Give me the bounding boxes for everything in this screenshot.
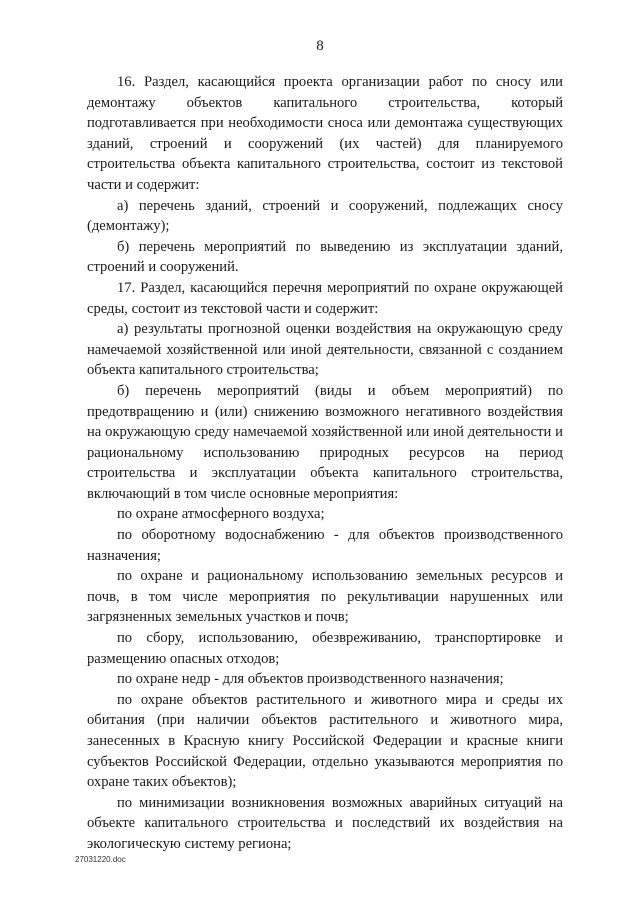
list-item-land: по охране и рациональному использованию земельных ресурсов и почв, в том числе мероприятия по рекультивации нарушенных или загрязненных земельных участков и почв; xyxy=(87,568,563,626)
paragraph-17-a: а) результаты прогнозной оценки воздействия на окружающую среду намечаемой хозяйственной или иной деятельности, связанной с созданием объекта капитального строительства; xyxy=(87,321,563,379)
list-item-air: по охране атмосферного воздуха; xyxy=(117,506,325,523)
paragraph-17-intro: 17. Раздел, касающийся перечня мероприятий по охране окружающей среды, состоит из текстовой части и содержит: xyxy=(87,279,563,317)
paragraph-16-intro: 16. Раздел, касающийся проекта организации работ по сносу или демонтажу объектов капитального строительства, который подготавливается при необходимости сноса или демонтажа существующих зданий, строений и сооружений (их частей) для планируемого строительства объекта капитального строительства, состоит из текстовой части и содержит: xyxy=(87,74,563,193)
document-body xyxy=(87,72,563,855)
list-item-wildlife: по охране объектов растительного и животного мира и среды их обитания (при наличии объектов растительного и животного мира, занесенных в Красную книгу Российской Федерации и красные книги субъектов Российской Федерации, отдельно указываются мероприятия по охране таких объектов); xyxy=(87,691,563,791)
paragraph-16-b: б) перечень мероприятий по выведению из эксплуатации зданий, строений и сооружений. xyxy=(87,238,563,276)
list-item-emergency: по минимизации возникновения возможных аварийных ситуаций на объекте капитального строительства и последствий их воздействия на экологическую систему региона; xyxy=(87,794,563,852)
list-item-subsoil: по охране недр - для объектов производственного назначения; xyxy=(117,671,504,688)
file-name-footer: 27031220.doc xyxy=(75,855,126,864)
list-item-waste: по сбору, использованию, обезвреживанию, транспортировке и размещению опасных отходов; xyxy=(87,630,563,667)
list-item-water: по оборотному водоснабжению - для объектов производственного назначения; xyxy=(87,527,563,564)
paragraph-17-b: б) перечень мероприятий (виды и объем мероприятий) по предотвращению и (или) снижению возможного негативного воздействия на окружающую среду намечаемой хозяйственной или иной деятельности и рациональному использованию природных ресурсов на период строительства и эксплуатации объекта капитального строительства, включающий в том числе основные мероприятия: xyxy=(87,382,563,502)
page-number: 8 xyxy=(316,38,324,54)
paragraph-16-a: а) перечень зданий, строений и сооружений, подлежащих сносу (демонтажу); xyxy=(87,197,563,235)
